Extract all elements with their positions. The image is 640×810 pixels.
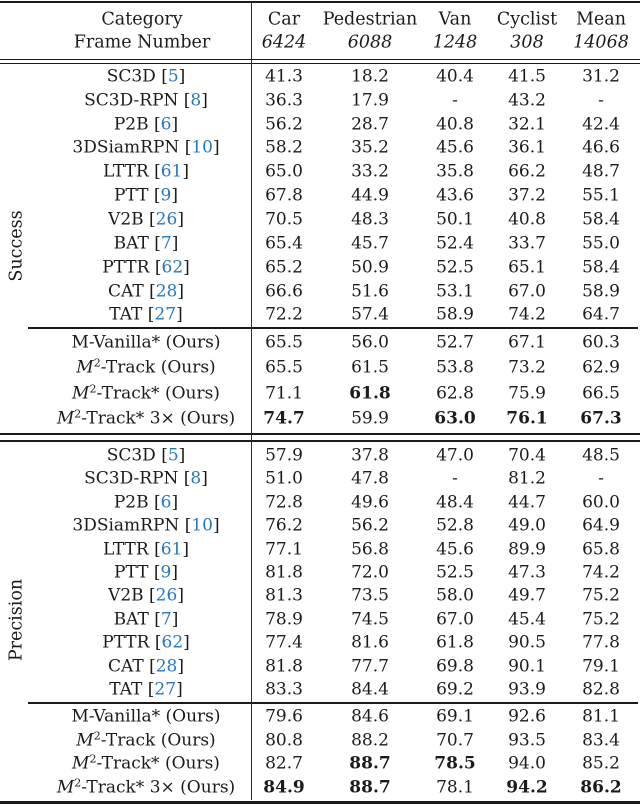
metric-value: 37.2	[508, 185, 546, 206]
metric-value: 31.2	[582, 66, 620, 87]
header-frame-number-label: Frame Number	[73, 31, 211, 52]
metric-value: 44.7	[508, 492, 546, 513]
metric-value: 47.0	[436, 445, 474, 466]
citation-ref[interactable]: 28	[155, 656, 178, 677]
metric-value: 81.1	[582, 706, 620, 727]
metric-value: 84.4	[351, 679, 389, 700]
ours-method-name: $M^2-Track*$ 3× (Ours)	[56, 776, 236, 798]
method-name: SC3D [5]	[106, 66, 186, 87]
metric-value: -	[598, 468, 604, 489]
metric-value: 17.9	[351, 90, 389, 111]
metric-value: 81.8	[265, 656, 303, 677]
metric-value: 58.2	[265, 137, 303, 158]
metric-value: 75.9	[508, 383, 546, 404]
metric-value: 86.2	[580, 777, 622, 798]
citation-ref[interactable]: 7	[160, 233, 172, 254]
metric-value: 56.0	[351, 332, 389, 353]
metric-value: 69.2	[436, 679, 474, 700]
metric-value: 55.0	[582, 233, 620, 254]
metric-value: 71.1	[265, 383, 303, 404]
metric-value: 51.6	[351, 281, 389, 302]
metric-value: 89.9	[508, 539, 546, 560]
metric-value: 88.7	[349, 777, 391, 798]
citation-ref[interactable]: 10	[191, 137, 213, 158]
metric-value: 94.0	[508, 753, 546, 774]
metric-value: 18.2	[351, 66, 389, 87]
metric-value: 81.2	[508, 468, 546, 489]
metric-value: 74.2	[582, 562, 620, 583]
method-name: 3DSiamRPN [10]	[72, 137, 220, 158]
math-symbol: M	[76, 357, 94, 378]
metric-value: 75.2	[582, 609, 620, 630]
precision-ours-midrule	[28, 702, 638, 704]
metric-value: 81.8	[265, 562, 303, 583]
metric-value: 67.0	[436, 609, 474, 630]
metric-value: 49.6	[351, 492, 389, 513]
metric-value: 43.6	[436, 185, 474, 206]
method-name: V2B [26]	[108, 209, 184, 230]
column-header-van: Van	[438, 9, 472, 30]
citation-ref[interactable]: 9	[160, 185, 172, 206]
citation-ref[interactable]: 7	[160, 609, 172, 630]
metric-value: 79.1	[582, 656, 620, 677]
method-name: CAT [28]	[107, 281, 185, 302]
metric-value: 64.9	[582, 515, 620, 536]
metric-value: 52.5	[436, 562, 474, 583]
method-name: PTT [9]	[114, 185, 178, 206]
metric-value: 82.7	[265, 753, 303, 774]
metric-value: -	[452, 468, 458, 489]
metric-value: 36.1	[508, 137, 546, 158]
header-category-label: Category	[101, 9, 183, 30]
metric-value: 37.8	[351, 445, 389, 466]
metric-value: 79.6	[265, 706, 303, 727]
metric-value: 69.8	[436, 656, 474, 677]
ours-method-name: M-Vanilla* (Ours)	[71, 706, 221, 727]
metric-value: 40.8	[508, 209, 546, 230]
metric-value: 70.4	[508, 445, 546, 466]
header-rule-upper	[0, 59, 640, 60]
metric-value: 77.8	[582, 632, 620, 653]
metric-value: 45.7	[351, 233, 389, 254]
metric-value: 60.3	[582, 332, 620, 353]
method-name: LTTR [61]	[102, 539, 190, 560]
method-name: TAT [27]	[109, 679, 183, 700]
metric-value: 65.2	[265, 257, 303, 278]
column-header-mean: Mean	[576, 9, 626, 30]
metric-value: 92.6	[508, 706, 546, 727]
citation-ref[interactable]: 26	[155, 209, 178, 230]
metric-value: 53.8	[436, 357, 474, 378]
method-name: PTT [9]	[114, 562, 178, 583]
citation-ref[interactable]: 5	[167, 445, 179, 466]
metric-value: -	[598, 90, 604, 111]
metric-value: 56.8	[351, 539, 389, 560]
metric-value: 56.2	[351, 515, 389, 536]
metric-value: 35.8	[436, 161, 474, 182]
metric-value: 45.4	[508, 609, 546, 630]
metric-value: 45.6	[436, 137, 474, 158]
metric-value: 62.8	[436, 383, 474, 404]
metric-value: 49.7	[508, 585, 546, 606]
method-name: 3DSiamRPN [10]	[72, 515, 220, 536]
metric-value: 58.4	[582, 209, 620, 230]
metric-value: 70.5	[265, 209, 303, 230]
metric-value: 60.0	[582, 492, 620, 513]
metric-value: 57.9	[265, 445, 303, 466]
metric-value: 88.7	[349, 753, 391, 774]
section-divider-lower	[0, 440, 640, 443]
metric-value: 65.0	[265, 161, 303, 182]
metric-value: 52.5	[436, 257, 474, 278]
metric-value: 58.0	[436, 585, 474, 606]
ours-method-name: M-Vanilla* (Ours)	[71, 332, 221, 353]
math-symbol: M	[72, 753, 90, 774]
metric-value: 80.8	[265, 730, 303, 751]
metric-value: 67.1	[508, 332, 546, 353]
metric-value: 94.2	[506, 777, 548, 798]
metric-value: 90.5	[508, 632, 546, 653]
metric-value: 35.2	[351, 137, 389, 158]
metric-value: 83.3	[265, 679, 303, 700]
metric-value: 93.5	[508, 730, 546, 751]
metric-value: 72.2	[265, 304, 303, 325]
metric-value: 66.5	[582, 383, 620, 404]
metric-value: 50.9	[351, 257, 389, 278]
metric-value: 67.0	[508, 281, 546, 302]
metric-value: 73.5	[351, 585, 389, 606]
ours-method-name: $M^2$-Track (Ours)	[76, 729, 216, 751]
metric-value: 75.2	[582, 585, 620, 606]
ours-method-name: $M^2-Track*$ (Ours)	[72, 752, 220, 774]
metric-value: 85.2	[582, 753, 620, 774]
metric-value: 41.5	[508, 66, 546, 87]
column-header-pedestrian: Pedestrian	[322, 9, 418, 30]
metric-value: 52.8	[436, 515, 474, 536]
metric-value: 81.3	[265, 585, 303, 606]
metric-value: 65.1	[508, 257, 546, 278]
section-divider-upper	[0, 433, 640, 436]
citation-ref[interactable]: 61	[160, 539, 183, 560]
math-symbol: M	[72, 383, 90, 404]
citation-ref[interactable]: 62	[161, 632, 184, 653]
metric-value: 77.7	[351, 656, 389, 677]
metric-value: 62.9	[582, 357, 620, 378]
ours-method-name: $M^2$-Track (Ours)	[76, 356, 216, 378]
metric-value: 48.5	[582, 445, 620, 466]
metric-value: 41.3	[265, 66, 303, 87]
metric-value: 83.4	[582, 730, 620, 751]
method-name: PTTR [62]	[102, 257, 190, 278]
frame-count: 6424	[261, 31, 307, 52]
math-symbol: M	[56, 408, 75, 429]
metric-value: 28.7	[351, 114, 389, 135]
citation-ref[interactable]: 27	[154, 304, 177, 325]
metric-value: 36.3	[265, 90, 303, 111]
metric-value: 58.9	[436, 304, 474, 325]
metric-value: 50.1	[436, 209, 474, 230]
metric-value: 52.7	[436, 332, 474, 353]
metric-value: 73.2	[508, 357, 546, 378]
column-header-cyclist: Cyclist	[496, 9, 558, 30]
header-rule-lower	[0, 63, 640, 64]
metric-value: 51.0	[265, 468, 303, 489]
metric-value: 47.8	[351, 468, 389, 489]
metric-value: 55.1	[582, 185, 620, 206]
ours-method-name: $M^2-Track*$ (Ours)	[72, 382, 220, 404]
citation-ref[interactable]: 28	[155, 281, 178, 302]
metric-value: 66.2	[508, 161, 546, 182]
method-name: BAT [7]	[113, 609, 179, 630]
metric-value: 78.9	[265, 609, 303, 630]
metric-value: 61.8	[436, 632, 474, 653]
method-name: PTTR [62]	[102, 632, 190, 653]
citation-ref[interactable]: 26	[155, 585, 178, 606]
method-name: BAT [7]	[113, 233, 179, 254]
metric-value: 65.5	[265, 332, 303, 353]
success-ours-midrule	[28, 327, 638, 329]
metric-value: 67.8	[265, 185, 303, 206]
method-name: SC3D-RPN [8]	[84, 468, 208, 489]
metric-value: 43.2	[508, 90, 546, 111]
metric-value: 45.6	[436, 539, 474, 560]
method-name: P2B [6]	[113, 114, 179, 135]
metric-value: 64.7	[582, 304, 620, 325]
metric-value: 46.6	[582, 137, 620, 158]
metric-value: 70.7	[436, 730, 474, 751]
metric-value: 56.2	[265, 114, 303, 135]
column-divider	[251, 3, 252, 800]
metric-value: 57.4	[351, 304, 389, 325]
frame-count: 14068	[573, 31, 629, 52]
citation-ref[interactable]: 5	[167, 66, 179, 87]
metric-value: 63.0	[434, 408, 476, 429]
metric-value: 42.4	[582, 114, 620, 135]
frame-count: 1248	[432, 31, 478, 52]
section-label-precision: Precision	[6, 578, 27, 662]
metric-value: 69.1	[436, 706, 474, 727]
metric-value: 33.7	[508, 233, 546, 254]
citation-ref[interactable]: 8	[190, 468, 202, 489]
metric-value: 74.5	[351, 609, 389, 630]
metric-value: 77.4	[265, 632, 303, 653]
method-name: SC3D-RPN [8]	[84, 90, 208, 111]
citation-ref[interactable]: 62	[161, 257, 184, 278]
metric-value: 65.4	[265, 233, 303, 254]
metric-value: 65.8	[582, 539, 620, 560]
metric-value: 52.4	[436, 233, 474, 254]
metric-value: 93.9	[508, 679, 546, 700]
column-header-car: Car	[267, 9, 301, 30]
citation-ref[interactable]: 8	[190, 90, 202, 111]
metric-value: 40.8	[436, 114, 474, 135]
method-name: P2B [6]	[113, 492, 179, 513]
method-name: V2B [26]	[108, 585, 184, 606]
metric-value: 74.7	[263, 408, 305, 429]
ours-method-name: $M^2-Track*$ 3× (Ours)	[56, 407, 236, 429]
citation-ref[interactable]: 10	[191, 515, 213, 536]
frame-count: 6088	[347, 31, 393, 52]
citation-ref[interactable]: 27	[154, 679, 177, 700]
metric-value: -	[452, 90, 458, 111]
method-name: SC3D [5]	[106, 445, 186, 466]
metric-value: 59.9	[351, 408, 389, 429]
metric-value: 48.3	[351, 209, 389, 230]
metric-value: 74.2	[508, 304, 546, 325]
metric-value: 82.8	[582, 679, 620, 700]
frame-count: 308	[510, 31, 544, 52]
metric-value: 66.6	[265, 281, 303, 302]
table-rule-top	[0, 1, 640, 3]
metric-value: 53.1	[436, 281, 474, 302]
method-name: CAT [28]	[107, 656, 185, 677]
metric-value: 44.9	[351, 185, 389, 206]
metric-value: 78.1	[436, 777, 474, 798]
metric-value: 84.9	[263, 777, 305, 798]
metric-value: 88.2	[351, 730, 389, 751]
metric-value: 81.6	[351, 632, 389, 653]
method-name: LTTR [61]	[102, 161, 190, 182]
math-symbol: M	[76, 730, 94, 751]
metric-value: 58.9	[582, 281, 620, 302]
section-label-success: Success	[6, 210, 27, 282]
metric-value: 48.4	[436, 492, 474, 513]
metric-value: 72.0	[351, 562, 389, 583]
math-symbol: M	[56, 777, 75, 798]
metric-value: 61.5	[351, 357, 389, 378]
metric-value: 47.3	[508, 562, 546, 583]
metric-value: 33.2	[351, 161, 389, 182]
metric-value: 72.8	[265, 492, 303, 513]
metric-value: 40.4	[436, 66, 474, 87]
table-rule-bottom	[0, 801, 640, 804]
citation-ref[interactable]: 6	[160, 492, 172, 513]
metric-value: 67.3	[580, 408, 622, 429]
metric-value: 49.0	[508, 515, 546, 536]
metric-value: 58.4	[582, 257, 620, 278]
metric-value: 84.6	[351, 706, 389, 727]
citation-ref[interactable]: 9	[160, 562, 172, 583]
metric-value: 76.2	[265, 515, 303, 536]
metric-value: 32.1	[508, 114, 546, 135]
metric-value: 65.5	[265, 357, 303, 378]
metric-value: 61.8	[349, 383, 391, 404]
metric-value: 76.1	[506, 408, 548, 429]
citation-ref[interactable]: 61	[160, 161, 183, 182]
metric-value: 90.1	[508, 656, 546, 677]
metric-value: 48.7	[582, 161, 620, 182]
method-name: TAT [27]	[109, 304, 183, 325]
metric-value: 78.5	[434, 753, 476, 774]
citation-ref[interactable]: 6	[160, 114, 172, 135]
metric-value: 77.1	[265, 539, 303, 560]
